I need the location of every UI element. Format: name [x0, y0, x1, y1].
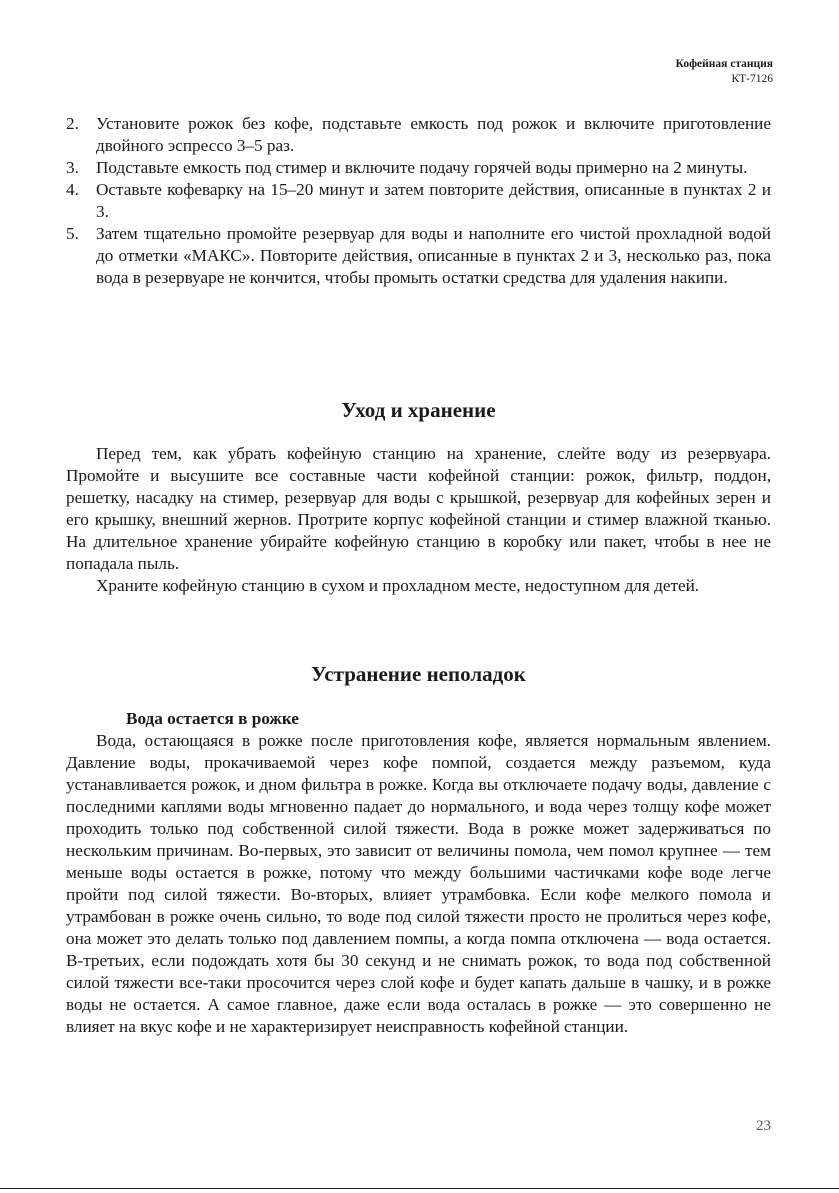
page-bottom-divider	[0, 1188, 839, 1189]
model-number: КТ-7126	[731, 73, 773, 85]
care-section-body	[66, 443, 771, 597]
step-text: Установите рожок без кофе, подставьте емкость под рожок и включите приготовление двойного эспрессо 3–5 раз.	[96, 114, 771, 155]
page-number: 23	[756, 1118, 771, 1134]
step-number: 4.	[66, 180, 79, 199]
page-header	[676, 57, 773, 87]
product-name: Кофейная станция	[675, 58, 773, 70]
list-item	[66, 223, 771, 289]
troubleshooting-section-body	[66, 708, 771, 1038]
step-number: 2.	[66, 114, 79, 133]
list-item	[66, 179, 771, 223]
step-number: 5.	[66, 224, 79, 243]
step-text: Подставьте емкость под стимер и включите подачу горячей воды примерно на 2 минуты.	[96, 158, 748, 177]
step-text: Затем тщательно промойте резервуар для воды и наполните его чистой прохладной водой до отметки «МАКС». Повторите действия, описанные в пунктах 2 и 3, несколько раз, пока вода в резервуаре не кончится, чтобы промыть остатки средства для удаления накипи.	[96, 224, 771, 287]
list-item	[66, 157, 771, 179]
troubleshooting-subtitle: Вода остается в рожке	[126, 709, 299, 728]
step-number: 3.	[66, 158, 79, 177]
step-text: Оставьте кофеварку на 15–20 минут и затем повторите действия, описанные в пунктах 2 и 3.	[96, 180, 771, 221]
care-paragraph: Перед тем, как убрать кофейную станцию на хранение, слейте воду из резервуара. Промойте и высушите все составные части кофейной станции: рожок, фильтр, поддон, решетку, насадку на стимер, резервуар для воды с крышкой, резервуар для кофейных зерен и его крышку, внешний жернов. Протрите корпус кофейной станции и стимер влажной тканью. На длительное хранение убирайте кофейную станцию в коробку или пакет, чтобы в нее не попадала пыль.	[66, 444, 771, 573]
troubleshooting-section-title: Устранение неполадок	[311, 662, 526, 686]
care-paragraph: Храните кофейную станцию в сухом и прохладном месте, недоступном для детей.	[96, 576, 700, 595]
troubleshooting-paragraph: Вода, остающаяся в рожке после приготовления кофе, является нормальным явлением. Давление воды, прокачиваемой через кофе помпой, создается между разъемом, куда устанавливается рожок, и дном фильтра в рожке. Когда вы отключаете подачу воды, давление с последними каплями воды мгновенно падает до нормального, и вода через толщу кофе может проходить только под собственной силой тяжести. Вода в рожке может задерживаться по нескольким причинам. Во-первых, это зависит от величины помола, чем помол крупнее — тем меньше воды остается в рожке, потому что между большими частичками кофе воде легче пройти под силой тяжести. Во-вторых, влияет утрамбовка. Если кофе мелкого помола и утрамбован в рожке очень сильно, то воде под силой тяжести просто не пролиться через кофе, она может это делать только под давлением помпы, а когда помпа отключена — вода остается. В-третьих, если подождать хотя бы 30 секунд и не снимать рожок, то вода под собственной силой тяжести все-таки просочится через слой кофе и будет капать дальше в чашку, и в рожке воды не остается. А самое главное, даже если вода осталась в рожке — это совершенно не влияет на вкус кофе и не характеризирует неисправность кофейной станции.	[66, 731, 771, 1036]
descaling-steps-list	[66, 113, 771, 289]
list-item	[66, 113, 771, 157]
care-section-title: Уход и хранение	[341, 398, 496, 422]
